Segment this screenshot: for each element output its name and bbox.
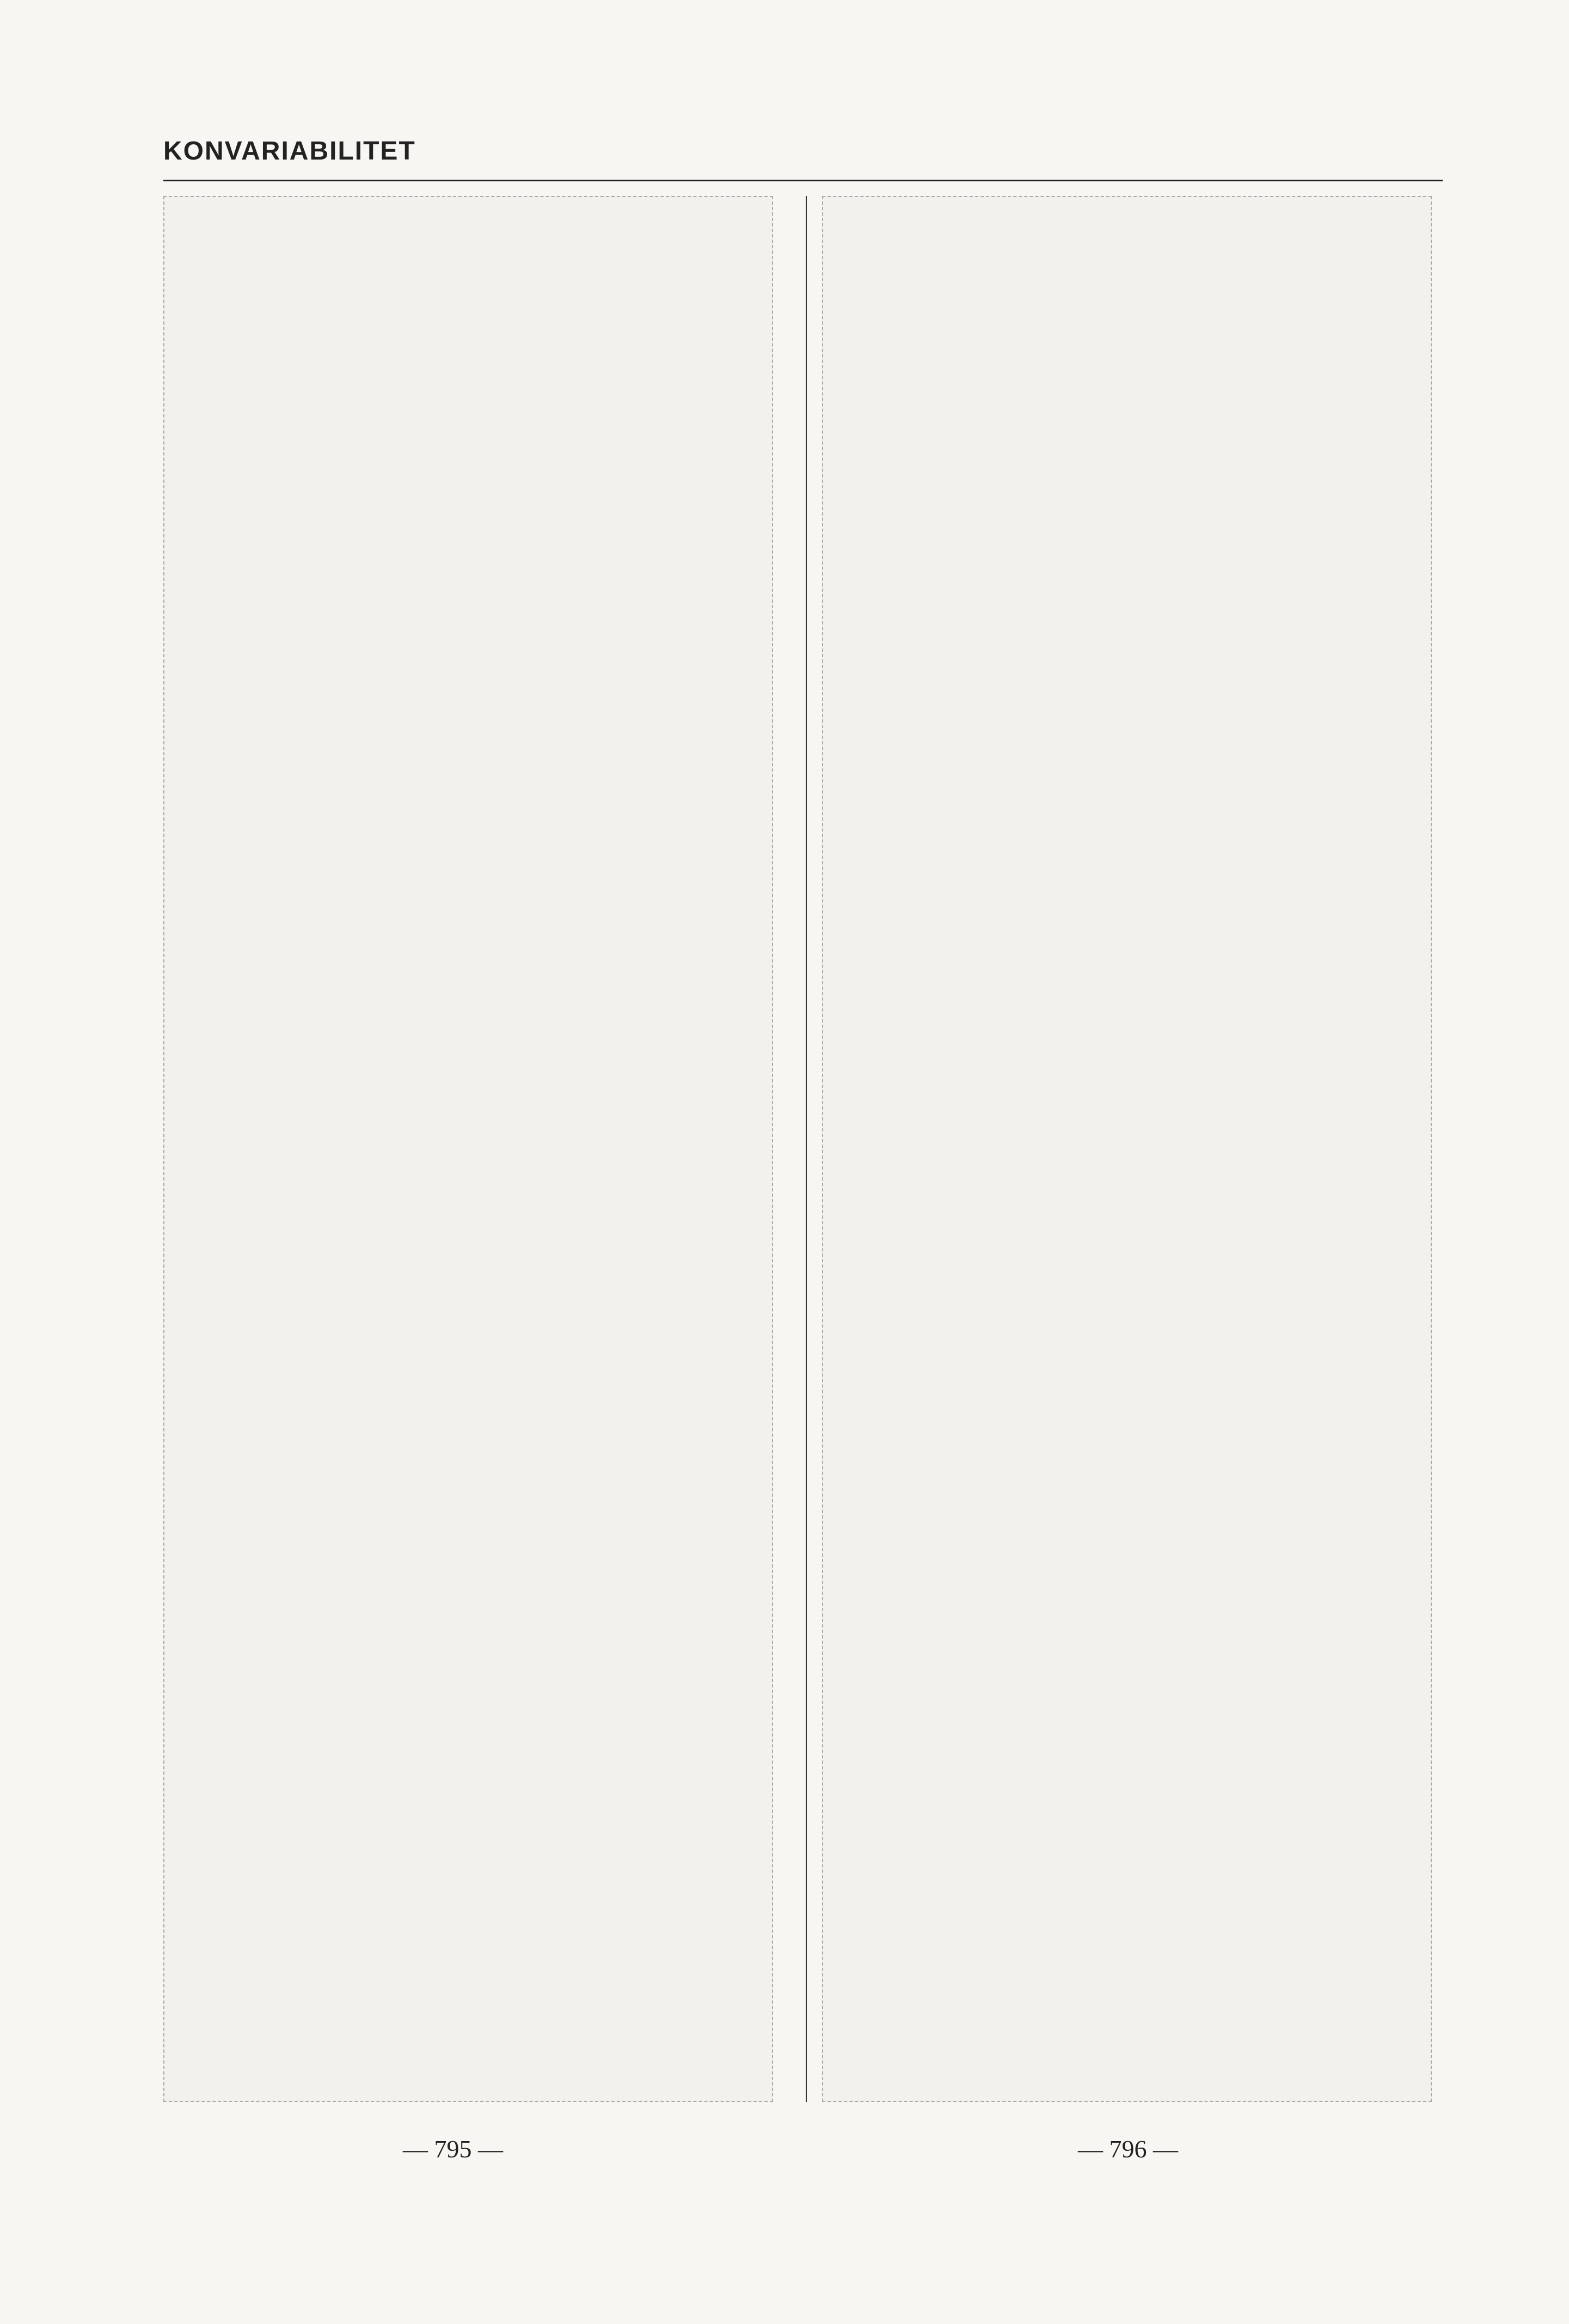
page-number-left: — 795 —	[403, 2135, 503, 2163]
header-rule	[163, 180, 1443, 181]
right-column-placeholder	[822, 196, 1432, 2102]
left-column-placeholder	[163, 196, 773, 2102]
page-header-title: KONVARIABILITET	[163, 137, 416, 166]
page-number-right: — 796 —	[1078, 2135, 1178, 2163]
right-text-column	[822, 196, 1432, 2102]
left-text-column	[163, 196, 773, 2102]
column-divider	[806, 196, 807, 2102]
